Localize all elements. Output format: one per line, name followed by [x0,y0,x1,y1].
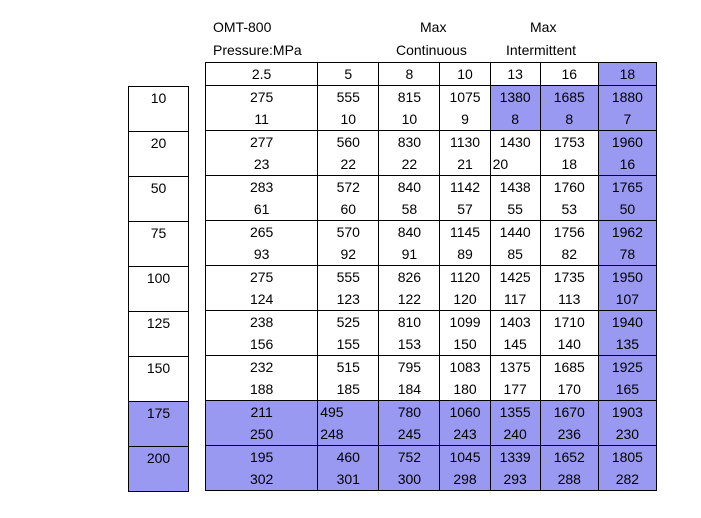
table-cell: 10 [379,108,440,131]
table-cell: 107 [598,288,656,311]
table-row [206,153,657,176]
max-intermittent-line2: Intermittent [506,42,577,58]
table-cell: 1075 [440,86,490,109]
table-row [206,221,657,244]
table-row [206,266,657,289]
table-cell: 135 [598,333,656,356]
table-cell: 185 [318,378,379,401]
row-label-table [128,86,189,492]
row-label-row [129,357,189,402]
table-cell: 245 [379,423,440,446]
table-cell: 177 [490,378,540,401]
pressure-unit-label: Pressure:MPa [213,42,302,58]
table-cell: 288 [540,468,598,491]
table-cell: 460 [318,446,379,469]
table-cell: 1753 [540,131,598,154]
row-label-row [129,402,189,447]
row-label: 125 [129,312,189,357]
column-header: 10 [440,63,490,86]
max-continuous-line1: Max [420,19,447,35]
table-cell: 1765 [598,176,656,199]
table-cell: 122 [379,288,440,311]
table-cell: 301 [318,468,379,491]
table-cell: 283 [206,176,318,199]
table-row [206,243,657,266]
table-cell: 240 [490,423,540,446]
table-cell: 265 [206,221,318,244]
table-row [206,176,657,199]
table-cell: 61 [206,198,318,221]
table-cell: 1940 [598,311,656,334]
table-cell: 1760 [540,176,598,199]
table-cell: 113 [540,288,598,311]
max-continuous-line2: Continuous [396,42,467,58]
table-cell: 21 [440,153,490,176]
row-label-row [129,177,189,222]
table-cell: 1355 [490,401,540,424]
row-label: 200 [129,447,189,492]
table-cell: 1438 [490,176,540,199]
table-cell: 1430 [490,131,540,154]
table-cell: 9 [440,108,490,131]
max-intermittent-line1: Max [530,19,557,35]
table-cell: 810 [379,311,440,334]
table-cell: 188 [206,378,318,401]
table-cell: 282 [598,468,656,491]
table-cell: 495 [318,401,379,424]
table-cell: 815 [379,86,440,109]
table-cell: 830 [379,131,440,154]
table-cell: 1652 [540,446,598,469]
table-cell: 1440 [490,221,540,244]
table-cell: 57 [440,198,490,221]
table-cell: 93 [206,243,318,266]
table-cell: 92 [318,243,379,266]
row-label-row [129,447,189,492]
table-cell: 1756 [540,221,598,244]
column-header: 18 [598,63,656,86]
table-cell: 1380 [490,86,540,109]
table-cell: 840 [379,176,440,199]
model-label: OMT-800 [213,19,272,35]
row-label-row [129,312,189,357]
table-cell: 85 [490,243,540,266]
table-cell: 1045 [440,446,490,469]
table-cell: 7 [598,108,656,131]
table-row [206,378,657,401]
table-cell: 752 [379,446,440,469]
table-cell: 124 [206,288,318,311]
table-cell: 525 [318,311,379,334]
table-row [206,356,657,379]
row-label: 20 [129,132,189,177]
table-cell: 780 [379,401,440,424]
table-cell: 211 [206,401,318,424]
table-cell: 150 [440,333,490,356]
table-cell: 22 [379,153,440,176]
column-header: 8 [379,63,440,86]
table-cell: 117 [490,288,540,311]
table-cell: 1735 [540,266,598,289]
table-cell: 1403 [490,311,540,334]
table-cell: 156 [206,333,318,356]
table-cell: 184 [379,378,440,401]
column-header: 13 [490,63,540,86]
table-row [206,86,657,109]
table-cell: 10 [318,108,379,131]
row-label-row [129,267,189,312]
table-row [206,288,657,311]
table-cell: 123 [318,288,379,311]
table-cell: 23 [206,153,318,176]
table-cell: 82 [540,243,598,266]
table-cell: 1120 [440,266,490,289]
table-cell: 1142 [440,176,490,199]
table-cell: 165 [598,378,656,401]
table-cell: 302 [206,468,318,491]
table-cell: 555 [318,266,379,289]
table-cell: 1099 [440,311,490,334]
table-cell: 89 [440,243,490,266]
table-cell: 1425 [490,266,540,289]
row-label: 10 [129,87,189,132]
row-label-row [129,132,189,177]
row-label: 150 [129,357,189,402]
table-cell: 140 [540,333,598,356]
table-cell: 55 [490,198,540,221]
table-cell: 250 [206,423,318,446]
table-cell: 8 [490,108,540,131]
table-row [206,198,657,221]
table-cell: 230 [598,423,656,446]
table-cell: 16 [598,153,656,176]
table-cell: 1960 [598,131,656,154]
table-cell: 1950 [598,266,656,289]
table-cell: 275 [206,266,318,289]
table-row [206,311,657,334]
column-header: 5 [318,63,379,86]
table-cell: 555 [318,86,379,109]
table-cell: 560 [318,131,379,154]
table-cell: 1083 [440,356,490,379]
table-row [206,423,657,446]
table-cell: 170 [540,378,598,401]
table-cell: 300 [379,468,440,491]
table-cell: 155 [318,333,379,356]
table-cell: 1710 [540,311,598,334]
table-row [206,131,657,154]
row-label-row [129,87,189,132]
table-cell: 180 [440,378,490,401]
table-cell: 1925 [598,356,656,379]
table-cell: 22 [318,153,379,176]
table-cell: 78 [598,243,656,266]
table-cell: 120 [440,288,490,311]
column-header: 2.5 [206,63,318,86]
row-label: 50 [129,177,189,222]
table-cell: 50 [598,198,656,221]
table-cell: 11 [206,108,318,131]
row-label-row [129,222,189,267]
table-cell: 572 [318,176,379,199]
table-cell: 1670 [540,401,598,424]
table-cell: 840 [379,221,440,244]
table-cell: 1145 [440,221,490,244]
table-cell: 238 [206,311,318,334]
table-cell: 53 [540,198,598,221]
table-cell: 195 [206,446,318,469]
table-cell: 232 [206,356,318,379]
pressure-data-table [205,62,657,491]
table-cell: 570 [318,221,379,244]
table-cell: 1903 [598,401,656,424]
table-cell: 277 [206,131,318,154]
row-label: 100 [129,267,189,312]
column-header: 16 [540,63,598,86]
table-cell: 826 [379,266,440,289]
table-row [206,468,657,491]
table-cell: 153 [379,333,440,356]
table-row [206,446,657,469]
row-label: 75 [129,222,189,267]
table-cell: 1339 [490,446,540,469]
table-cell: 275 [206,86,318,109]
table-row [206,108,657,131]
row-label: 175 [129,402,189,447]
table-cell: 1685 [540,356,598,379]
table-cell: 1130 [440,131,490,154]
table-cell: 1962 [598,221,656,244]
table-cell: 145 [490,333,540,356]
table-cell: 91 [379,243,440,266]
table-cell: 1685 [540,86,598,109]
table-cell: 248 [318,423,379,446]
table-cell: 515 [318,356,379,379]
table-row [206,333,657,356]
table-cell: 298 [440,468,490,491]
table-cell: 1805 [598,446,656,469]
table-cell: 243 [440,423,490,446]
table-cell: 58 [379,198,440,221]
table-row [206,401,657,424]
column-header-row [206,63,657,86]
table-cell: 8 [540,108,598,131]
table-cell: 20 [490,153,540,176]
table-cell: 60 [318,198,379,221]
table-cell: 1880 [598,86,656,109]
table-cell: 1375 [490,356,540,379]
table-cell: 18 [540,153,598,176]
table-cell: 236 [540,423,598,446]
table-cell: 293 [490,468,540,491]
table-cell: 1060 [440,401,490,424]
table-cell: 795 [379,356,440,379]
